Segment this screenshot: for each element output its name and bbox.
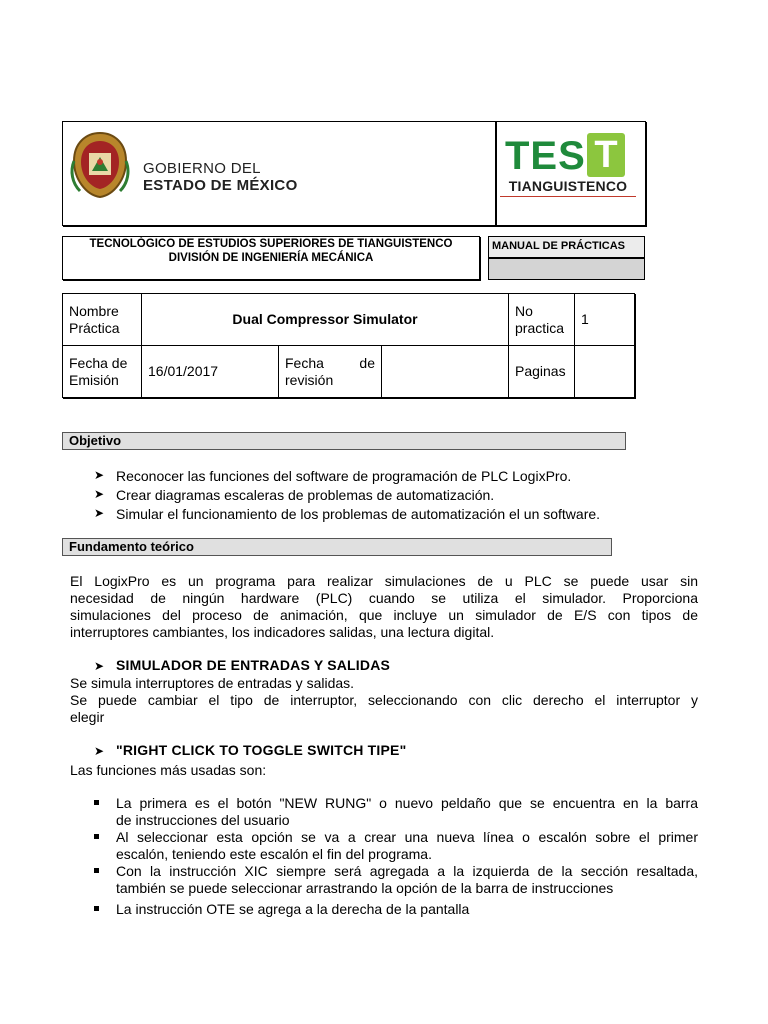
paragraph-line: Se puede cambiar el tipo de interruptor, seleccionando con clic derecho el interruptor y (70, 692, 698, 708)
paragraph-line: interruptores cambiantes, los indicadores salidas, una lectura digital. (70, 624, 495, 640)
arrow-bullet-icon: ➤ (94, 506, 105, 520)
tes-logo-t: T (594, 134, 618, 176)
objetivo-bar (62, 432, 626, 450)
manual-value-box (488, 258, 645, 280)
heading-right-click: "RIGHT CLICK TO TOGGLE SWITCH TIPE" (116, 742, 407, 758)
paragraph-line: elegir (70, 709, 105, 725)
header-divider (495, 121, 497, 226)
paragraph-line: Las funciones más usadas son: (70, 762, 267, 778)
paginas-value (575, 346, 635, 398)
objetivo-item: Simular el funcionamiento de los problemas de automatización el un software. (116, 506, 601, 522)
list-item-line: Al seleccionar esta opción se va a crear una nueva línea o escalón sobre el primer (116, 829, 698, 845)
state-seal-logo (68, 131, 132, 199)
tes-logo-word: TES (505, 134, 586, 178)
list-item-line: Con la instrucción XIC siempre será agregada a la izquierda de la sección resaltada, (116, 863, 698, 879)
no-practica-value: 1 (575, 294, 635, 346)
objetivo-item: Reconocer las funciones del software de programación de PLC LogixPro. (116, 468, 572, 484)
paginas-label: Paginas (509, 346, 575, 398)
nombre-value: Dual Compressor Simulator (142, 294, 509, 346)
fundamento-title: Fundamento teórico (69, 539, 194, 554)
paragraph-line: simulaciones del proceso de animación, que incluye un simulador de E/S con tipos de (70, 607, 698, 623)
nombre-label: Nombre Práctica (63, 294, 142, 346)
gov-line-1: GOBIERNO DEL (143, 160, 261, 177)
square-bullet-icon (94, 868, 99, 873)
list-item-line: La primera es el botón "NEW RUNG" o nuevo peldaño que se encuentra en la barra (116, 795, 698, 811)
objetivo-item: Crear diagramas escaleras de problemas de automatización. (116, 487, 495, 503)
division-name: DIVISIÓN DE INGENIERÍA MECÁNICA (168, 252, 374, 264)
practice-info-table (62, 293, 635, 398)
list-item-line: La instrucción OTE se agrega a la derecha de la pantalla (116, 901, 470, 917)
objetivo-title: Objetivo (69, 433, 122, 448)
tes-logo-rule (500, 196, 636, 197)
fecha-revision-value (382, 346, 509, 398)
fecha-emision-value: 16/01/2017 (142, 346, 279, 398)
paragraph-line: Se simula interruptores de entradas y salidas. (70, 675, 355, 691)
arrow-bullet-icon: ➤ (94, 468, 105, 482)
list-item-line: también se puede seleccionar arrastrando la opción de la barra de instrucciones (116, 880, 614, 896)
list-item-line: escalón, teniendo este escalón el fin del programa. (116, 846, 432, 862)
fecha-emision-label: Fecha de Emisión (63, 346, 142, 398)
arrow-bullet-icon: ➤ (94, 659, 105, 673)
square-bullet-icon (94, 906, 99, 911)
paragraph-line: El LogixPro es un programa para realizar simulaciones de u PLC se puede usar sin (70, 573, 698, 589)
heading-simulador: SIMULADOR DE ENTRADAS Y SALIDAS (116, 657, 391, 673)
arrow-bullet-icon: ➤ (94, 487, 105, 501)
square-bullet-icon (94, 800, 99, 805)
gov-line-2: ESTADO DE MÉXICO (143, 177, 298, 194)
arrow-bullet-icon: ➤ (94, 744, 105, 758)
paragraph-line: necesidad de ningún hardware (PLC) cuando se utiliza el simulador. Proporciona (70, 590, 698, 606)
tes-logo-subtitle: TIANGUISTENCO (508, 178, 628, 194)
fecha-revision-label: Fecha de revisión (279, 346, 382, 398)
manual-label-box (488, 236, 645, 258)
manual-label: MANUAL DE PRÁCTICAS (492, 240, 626, 252)
no-practica-label: No practica (509, 294, 575, 346)
list-item-line: de instrucciones del usuario (116, 812, 290, 828)
fundamento-bar (62, 538, 612, 556)
square-bullet-icon (94, 834, 99, 839)
tes-logo-t-block (587, 133, 625, 177)
institution-name: TECNOLÓGICO DE ESTUDIOS SUPERIORES DE TIANGUISTENCO (89, 238, 453, 250)
